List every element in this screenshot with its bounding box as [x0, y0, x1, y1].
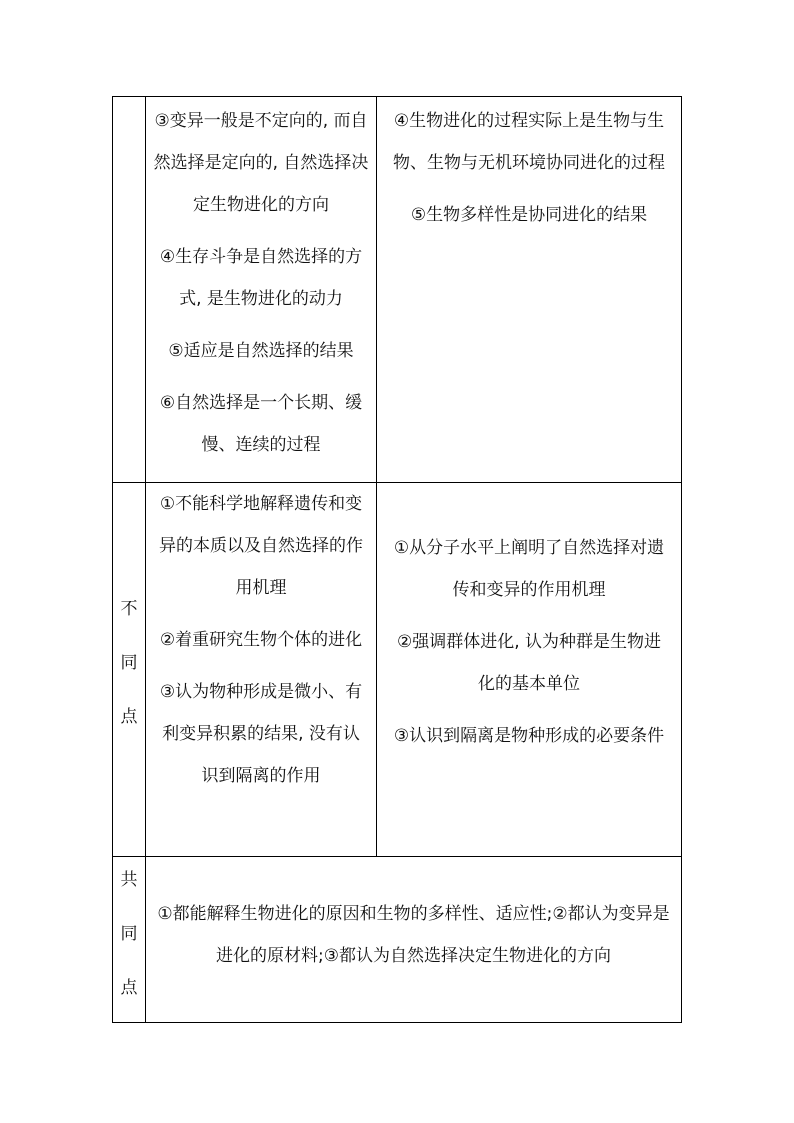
row2-label-char-3: 点: [120, 707, 138, 727]
row1-right-item-4: ④生物进化的过程实际上是生物与生物、生物与无机环境协同进化的过程: [393, 111, 665, 173]
row1-left-item-5: ⑤适应是自然选择的结果: [168, 341, 354, 361]
row1-left-item-6: ⑥自然选择是一个长期、缓慢、连续的过程: [159, 393, 363, 455]
row1-left-item-4: ④生存斗争是自然选择的方式, 是生物进化的动力: [159, 247, 363, 309]
row3-label-char-3: 点: [120, 978, 138, 998]
row2-label-char-1: 不: [120, 599, 138, 619]
row1-left-cell: [146, 100, 376, 466]
row2-left-item-2: ②着重研究生物个体的进化: [159, 630, 363, 650]
row2-left-cell: [146, 483, 376, 797]
row3-content: ①都能解释生物进化的原因和生物的多样性、适应性;②都认为变异是进化的原材料;③都认为自然选择决定生物进化的方向: [157, 904, 670, 966]
comparison-table: [112, 96, 682, 1023]
row3-label: [113, 853, 145, 1015]
row3-label-char-2: 同: [120, 924, 138, 944]
row1-left-item-3: ③变异一般是不定向的, 而自然选择是定向的, 自然选择决定生物进化的方向: [153, 111, 369, 215]
row1-right-item-5: ⑤生物多样性是协同进化的结果: [410, 205, 648, 225]
row2-right-cell: [377, 527, 681, 757]
row-divider-2: [113, 856, 681, 857]
row3-label-char-1: 共: [120, 870, 138, 890]
row2-right-item-1: ①从分子水平上阐明了自然选择对遗传和变异的作用机理: [393, 538, 665, 600]
row2-label: [113, 582, 145, 744]
row2-left-item-3: ③认为物种形成是微小、有利变异积累的结果, 没有认识到隔离的作用: [159, 682, 363, 786]
row2-right-item-2: ②强调群体进化, 认为种群是生物进化的基本单位: [396, 632, 662, 694]
row1-right-cell: [377, 100, 681, 236]
row2-right-item-3: ③认识到隔离是物种形成的必要条件: [393, 726, 665, 746]
row2-left-item-1: ①不能科学地解释遗传和变异的本质以及自然选择的作用机理: [159, 494, 363, 598]
row2-label-char-2: 同: [120, 653, 138, 673]
row3-content-cell: [146, 893, 681, 977]
